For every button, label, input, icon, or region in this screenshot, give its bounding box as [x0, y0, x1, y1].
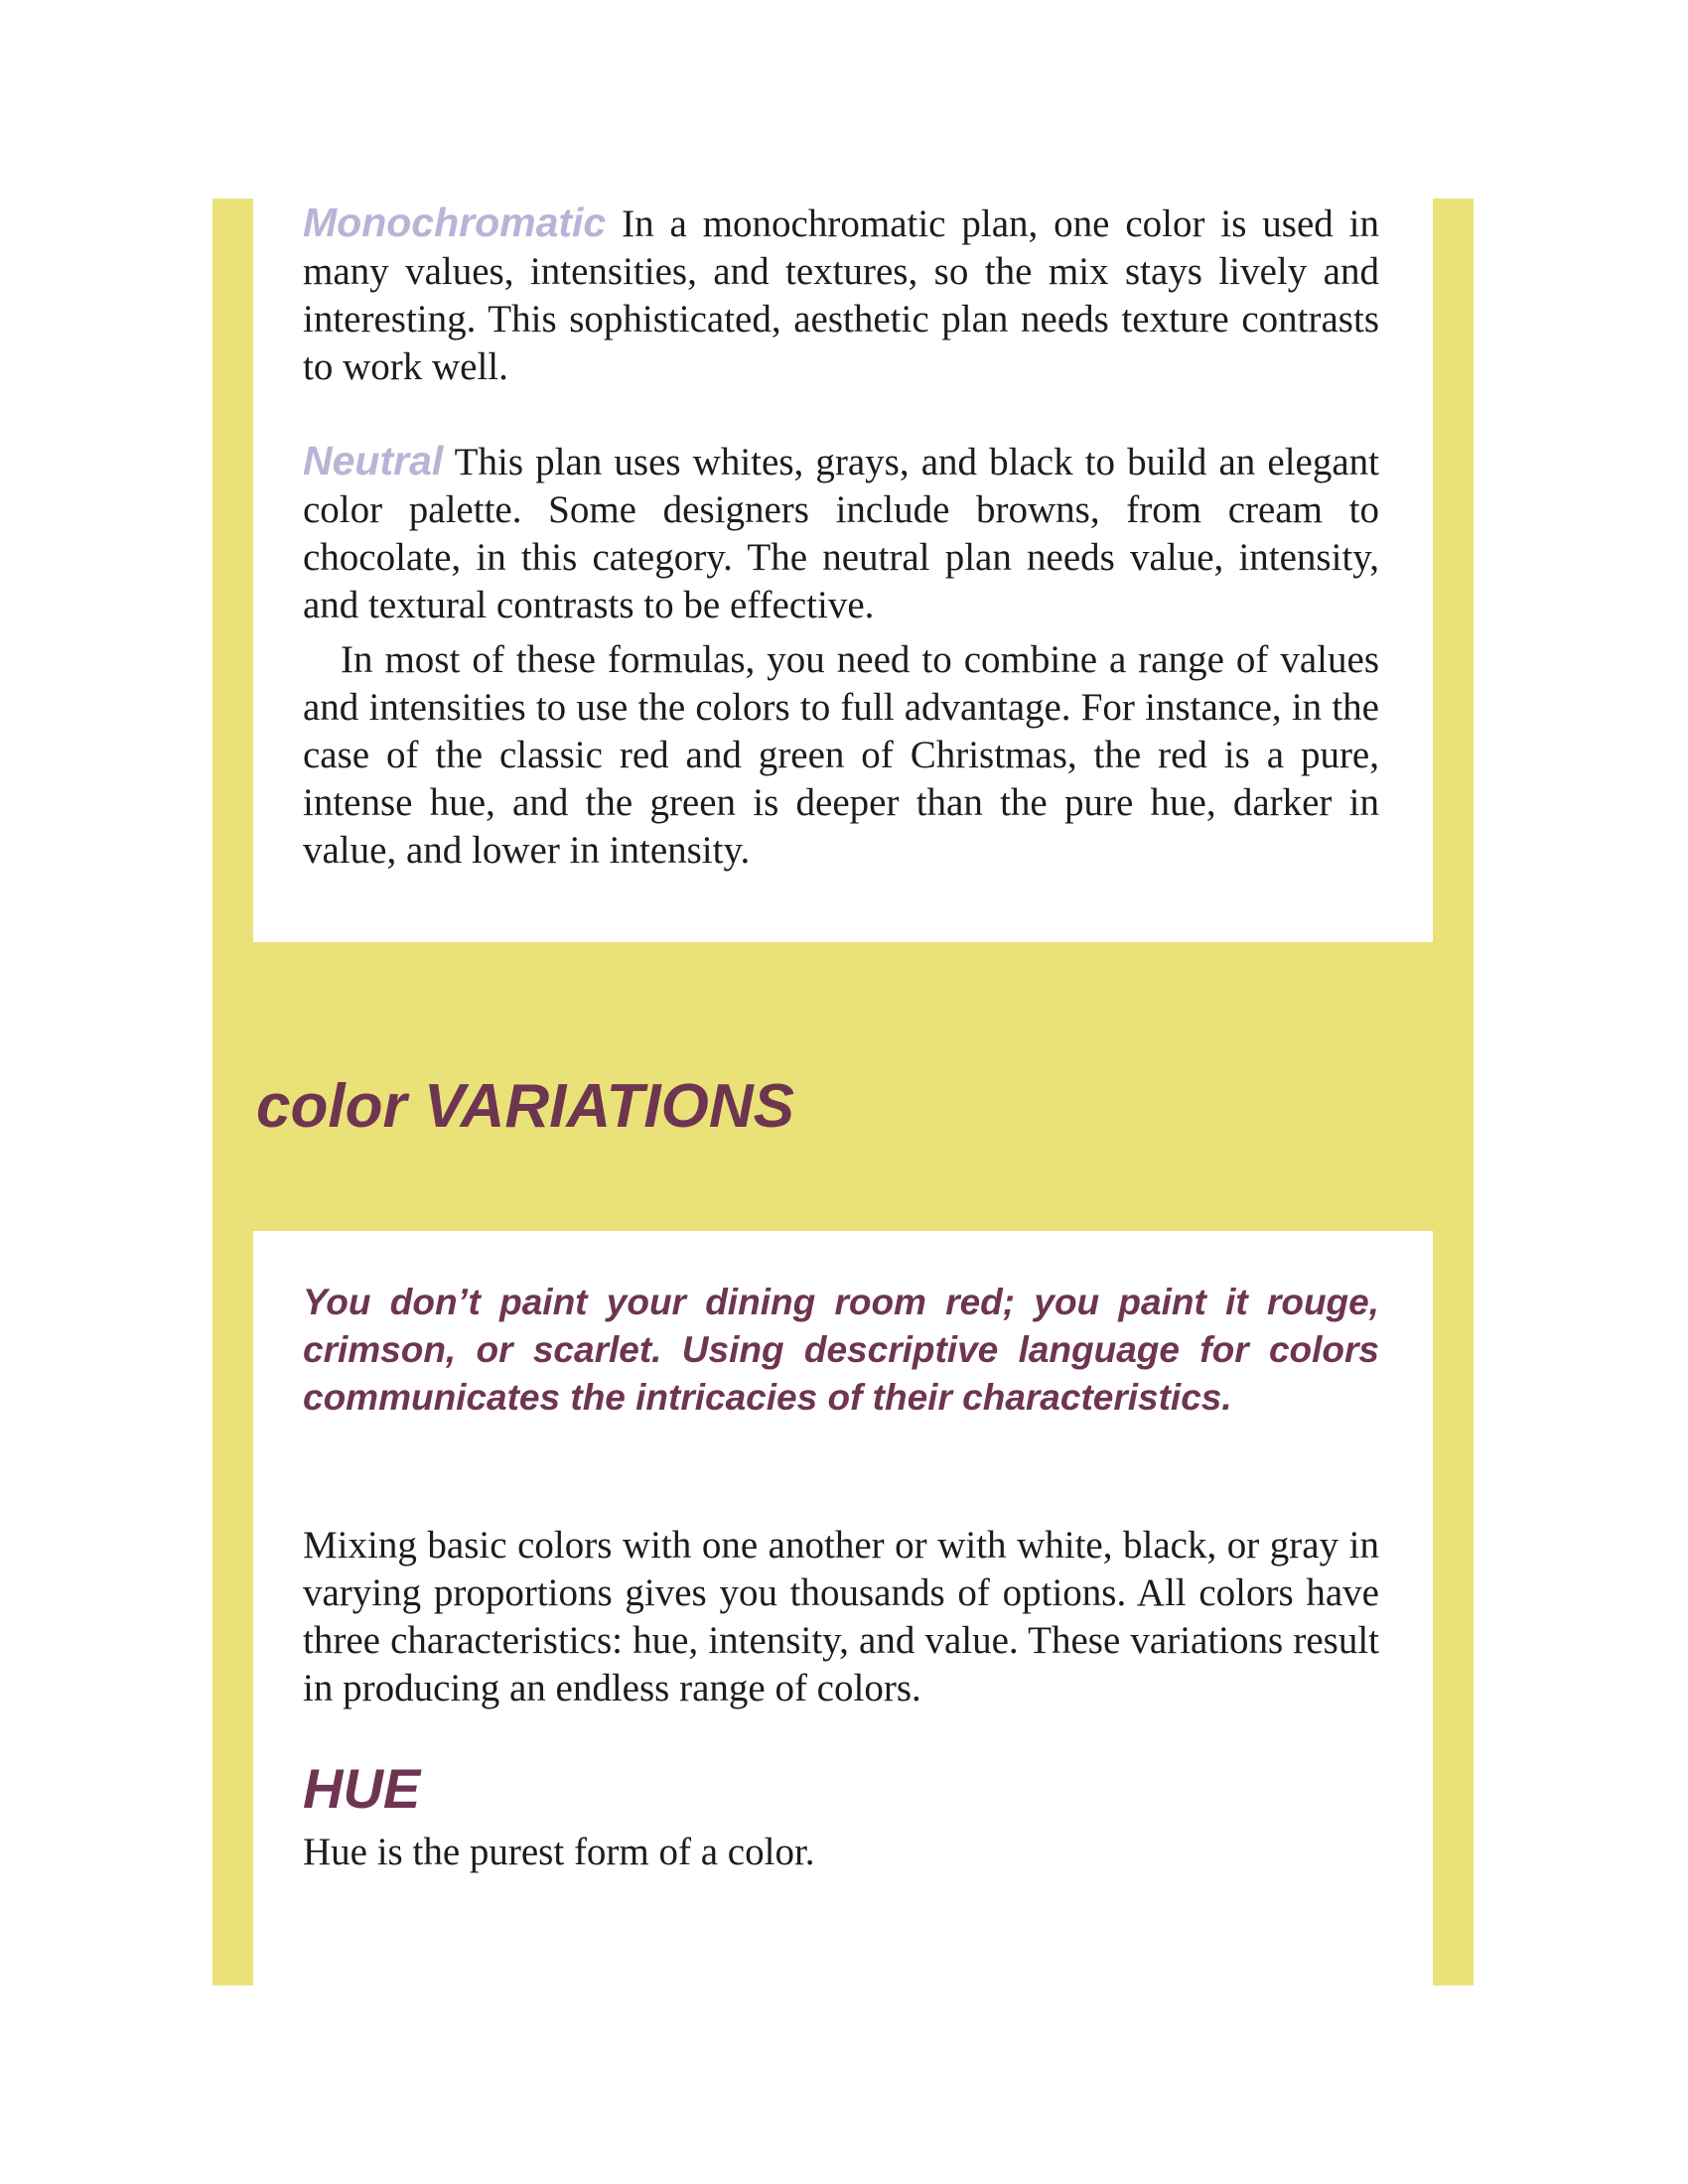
- bottom-text-panel: [253, 1231, 1433, 1985]
- body-paragraph: Mixing basic colors with one another or with white, black, or gray in varying proportions gives you thousands of options. All colors have three characteristics: hue, intensity, and value. These variations result in producing an endless range of colors.: [303, 1524, 1379, 1709]
- section-title: [256, 1072, 794, 1142]
- section-title-upper: VARIATIONS: [423, 1072, 794, 1141]
- neutral-paragraph: [303, 437, 1379, 629]
- hue-heading: HUE: [303, 1757, 421, 1820]
- lead-paragraph: You don’t paint your dining room red; you paint it rouge, crimson, or scarlet. Using descriptive language for colors communicates the intricacies of their characteristics.: [303, 1282, 1379, 1418]
- section-title-lower: color: [256, 1072, 407, 1141]
- monochromatic-text: In a monochromatic plan, one color is used in many values, intensities, and textures, so the mix stays lively and interesting. This sophisticated, aesthetic plan needs texture contrasts to work well.: [303, 203, 1379, 388]
- neutral-term: Neutral: [303, 438, 444, 483]
- top-text-panel: [253, 199, 1433, 942]
- monochromatic-term: Monochromatic: [303, 200, 607, 245]
- hue-text: Hue is the purest form of a color.: [303, 1831, 815, 1873]
- page-frame: [212, 199, 1474, 1985]
- summary-paragraph: In most of these formulas, you need to combine a range of values and intensities to use the colors to full advantage. For instance, in the case of the classic red and green of Christmas, the red is a pure, intense hue, and the green is deeper than the pure hue, darker in value, and lower in intensity.: [303, 638, 1379, 872]
- monochromatic-paragraph: [303, 199, 1379, 391]
- neutral-text: This plan uses whites, grays, and black to build an elegant color palette. Some designers include browns, from cream to chocolate, in this category. The neutral plan needs value, intensity, and textural contrasts to be effective.: [303, 441, 1379, 626]
